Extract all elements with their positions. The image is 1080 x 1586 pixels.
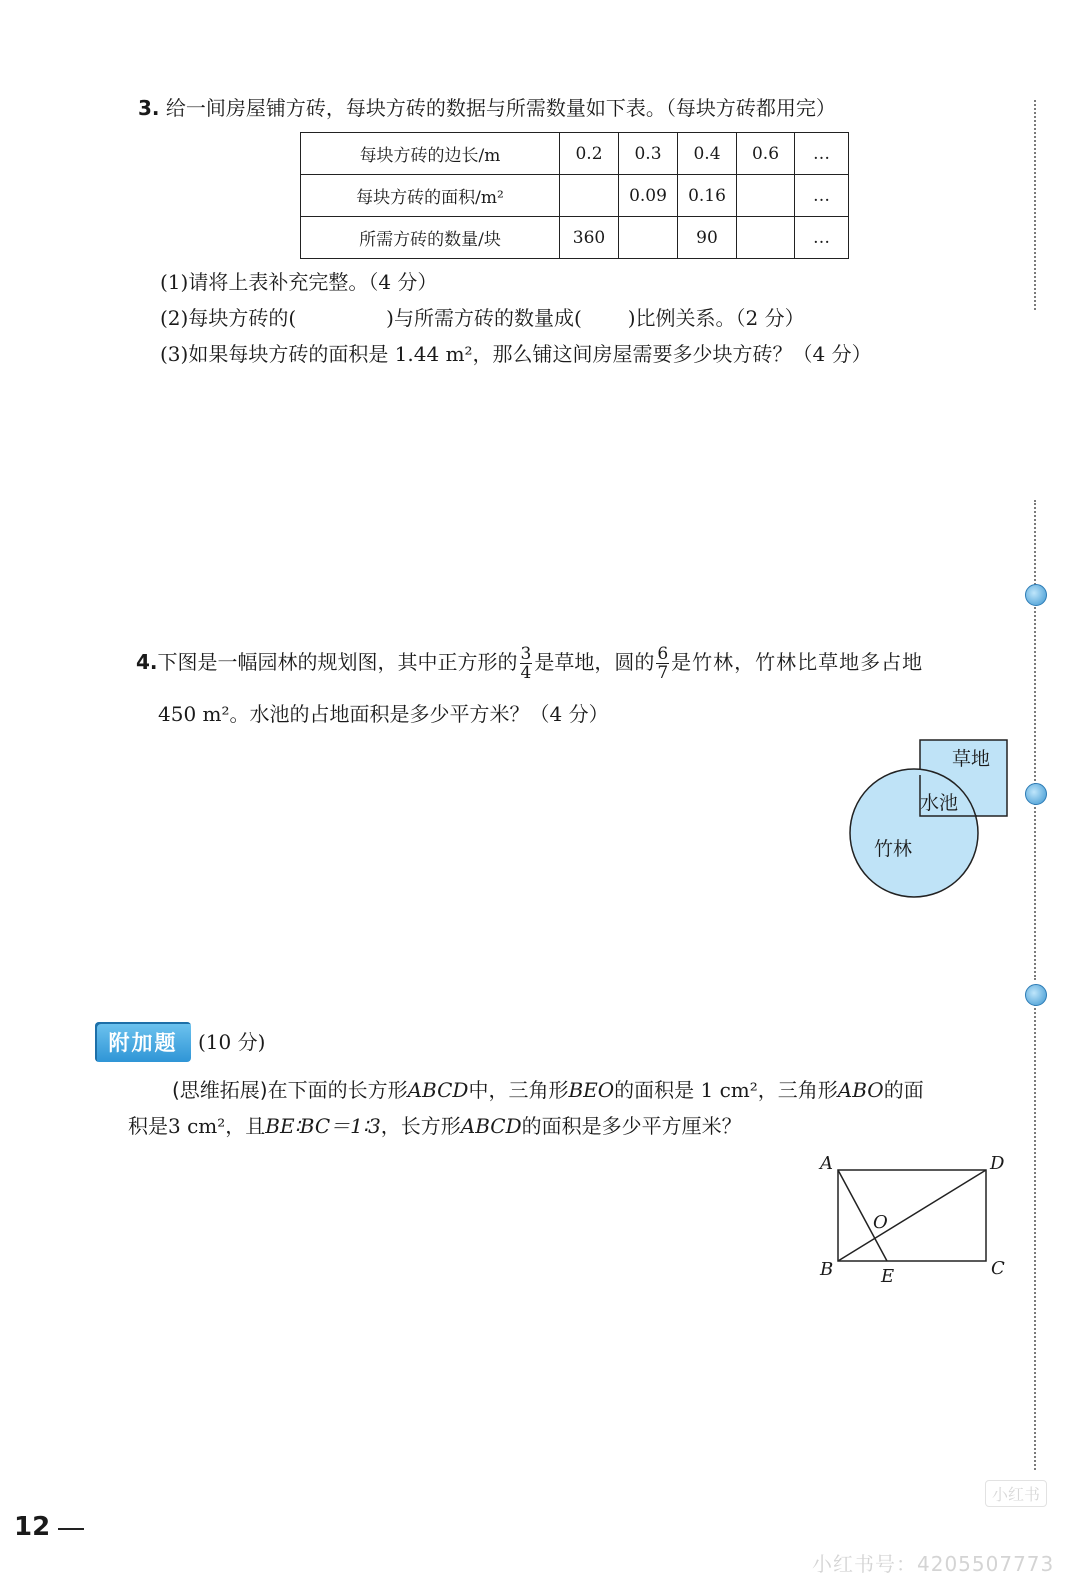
watermark-logo: 小红书 — [985, 1480, 1047, 1507]
watermark-text: 小红书号：4205507773 — [812, 1552, 1055, 1576]
bonus-stem-line2 — [128, 1112, 742, 1140]
q3-sub1: (1)请将上表补充完整。（4 分） — [160, 270, 438, 294]
table-row — [301, 133, 849, 175]
table-cell: 0.6 — [737, 133, 795, 175]
table-cell: 360 — [560, 217, 619, 259]
table-row-header: 每块方砖的边长/m — [301, 133, 560, 175]
q3-number: 3. — [138, 96, 160, 120]
vertex-c: C — [991, 1258, 1005, 1279]
q3-stem-text: 给一间房屋铺方砖，每块方砖的数据与所需数量如下表。（每块方砖都用完） — [165, 96, 836, 120]
bonus-badge: 附加题 — [95, 1022, 191, 1062]
table-cell: … — [795, 175, 849, 217]
table-row-header: 所需方砖的数量/块 — [301, 217, 560, 259]
table-cell: 0.3 — [619, 133, 678, 175]
vertex-d: D — [990, 1153, 1005, 1174]
q3-sub2-part-b: )与所需方砖的数量成( — [386, 306, 582, 330]
page-number-dash — [58, 1528, 84, 1530]
label-pond: 水池 — [920, 792, 959, 814]
q3-sub2-part-c: )比例关系。（2 分） — [627, 306, 805, 330]
table-cell-blank[interactable] — [560, 175, 619, 217]
table-cell-blank[interactable] — [737, 175, 795, 217]
bonus-text: ，长方形 — [380, 1114, 461, 1138]
bonus-text: 的面积是多少平方厘米？ — [521, 1114, 742, 1138]
table-row — [301, 217, 849, 259]
label-grass: 草地 — [952, 748, 991, 770]
bonus-tag: (思维拓展) — [172, 1078, 268, 1102]
fraction-six-sevenths: $\frac{6}{7}$ — [657, 644, 669, 683]
point-o: O — [873, 1212, 888, 1233]
q4-stem — [136, 636, 923, 688]
q3-sub2-part-a: (2)每块方砖的( — [160, 306, 297, 330]
fraction-three-quarters: $\frac{3}{4}$ — [520, 644, 532, 683]
rect-name: ABCD — [407, 1078, 469, 1102]
q4-stem-part-b: 是草地，圆的 — [534, 650, 655, 674]
garden-plan-figure — [840, 735, 1020, 905]
vertex-a: A — [820, 1153, 833, 1174]
table-cell: 0.4 — [678, 133, 737, 175]
q4-stem-part-c: 是竹林，竹林比草地多占地 — [671, 650, 924, 674]
q4-stem-part-a: 下图是一幅园林的规划图，其中正方形的 — [157, 650, 518, 674]
bamboo-circle — [850, 769, 978, 897]
q3-sub2 — [160, 304, 805, 332]
q4-stem-line2: 450 m²。水池的占地面积是多少平方米？（4 分） — [158, 702, 609, 726]
tile-data-table — [300, 132, 849, 259]
table-row-header: 每块方砖的面积/m² — [301, 175, 560, 217]
ratio: BE∶BC＝1∶3 — [265, 1114, 381, 1138]
bonus-text: 在下面的长方形 — [267, 1078, 408, 1102]
q4-number: 4. — [136, 650, 158, 674]
bonus-text: 的面 — [883, 1078, 924, 1102]
table-cell-blank[interactable] — [737, 217, 795, 259]
triangle-abo: ABO — [837, 1078, 884, 1102]
cut-line-bottom — [1034, 1000, 1036, 1470]
triangle-beo: BEO — [568, 1078, 615, 1102]
bonus-text: 中，三角形 — [468, 1078, 569, 1102]
table-cell: 0.2 — [560, 133, 619, 175]
table-cell: 0.16 — [678, 175, 737, 217]
page-number: 12 — [14, 1512, 51, 1542]
point-e: E — [881, 1266, 895, 1287]
rectangle-abcd-figure — [812, 1148, 1012, 1288]
bonus-points: (10 分) — [198, 1030, 266, 1054]
margin-tab-icon — [1025, 584, 1047, 606]
vertex-b: B — [820, 1259, 834, 1280]
table-cell: 90 — [678, 217, 737, 259]
bonus-text: 积是3 cm²，且 — [128, 1114, 266, 1138]
table-cell: … — [795, 217, 849, 259]
margin-tab-icon — [1025, 783, 1047, 805]
bonus-stem-line1 — [172, 1076, 924, 1104]
cut-line-middle — [1034, 500, 1036, 980]
bonus-text: 的面积是 1 cm²，三角形 — [614, 1078, 838, 1102]
q3-sub3: (3)如果每块方砖的面积是 1.44 m²，那么铺这间房屋需要多少块方砖？（4 分） — [160, 342, 872, 366]
label-bamboo: 竹林 — [874, 838, 913, 860]
diagonal-bd — [838, 1170, 986, 1261]
cut-line-top — [1034, 100, 1036, 310]
q3-stem — [138, 94, 836, 122]
rect-name: ABCD — [460, 1114, 522, 1138]
table-cell-blank[interactable] — [619, 217, 678, 259]
table-row — [301, 175, 849, 217]
table-cell: 0.09 — [619, 175, 678, 217]
margin-tab-icon — [1025, 984, 1047, 1006]
table-cell: … — [795, 133, 849, 175]
